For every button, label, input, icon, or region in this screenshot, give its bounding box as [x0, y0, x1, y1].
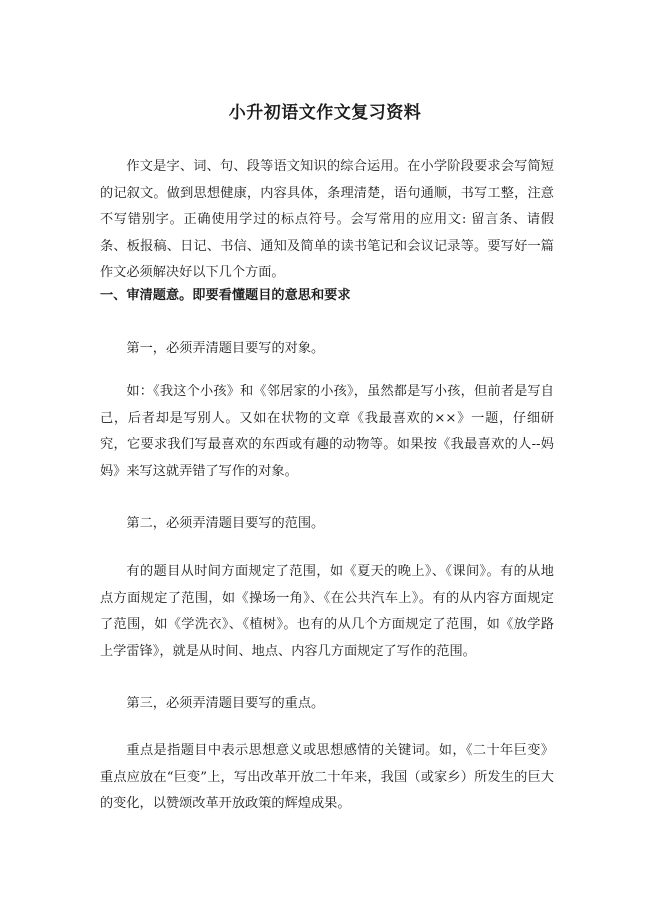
point-one-title: 第一，必须弄清题目要写的对象。 [126, 341, 325, 356]
point-three-title: 第三，必须弄清题目要写的重点。 [126, 696, 325, 711]
point-two-body: 有的题目从时间方面规定了范围，如《夏天的晚上》、《课间》。有的从地点方面规定了范围，如《操场一角》、《在公共汽车上》。有的从内容方面规定了范围，如《学洗衣》、《植树》。也有的从几个方面规定了范围，如《放学路上学雷锋》，就是从时间、地点、内容几方面规定了写作的范围。 [100, 564, 554, 659]
intro-paragraph: 作文是字、词、句、段等语文知识的综合运用。在小学阶段要求会写简短的记叙文。做到思想健康，内容具体，条理清楚，语句通顺，书写工整，注意不写错别字。正确使用学过的标点符号。会写常用的应用文: 留言条、请假条、板报稿、日记、书信、通知及简单的读书笔记和会议记录等。要写好一篇作文必须解决好以下几个方面。 [100, 159, 554, 280]
point-three-body: 重点是指题目中表示思想意义或思想感情的关键词。如，《二十年巨变》重点应放在“巨变”上，写出改革开放二十年来，我国（或家乡）所发生的巨大的变化，以赞颂改革开放政策的辉煌成果。 [100, 743, 554, 811]
point-one-body: 如：《我这个小孩》和《邻居家的小孩》，虽然都是写小孩，但前者是写自己，后者却是写别人。又如在状物的文章《我最喜欢的××》一题，仔细研究，它要求我们写最喜欢的东西或有趣的动物等。如果按《我最喜欢的人--妈妈》来写这就弄错了写作的对象。 [100, 384, 554, 479]
section-heading: 一、审清题意。即要看懂题目的意思和要求 [100, 288, 351, 303]
point-two-title: 第二，必须弄清题目要写的范围。 [126, 516, 325, 531]
document-title: 小升初语文作文复习资料 [228, 103, 422, 123]
